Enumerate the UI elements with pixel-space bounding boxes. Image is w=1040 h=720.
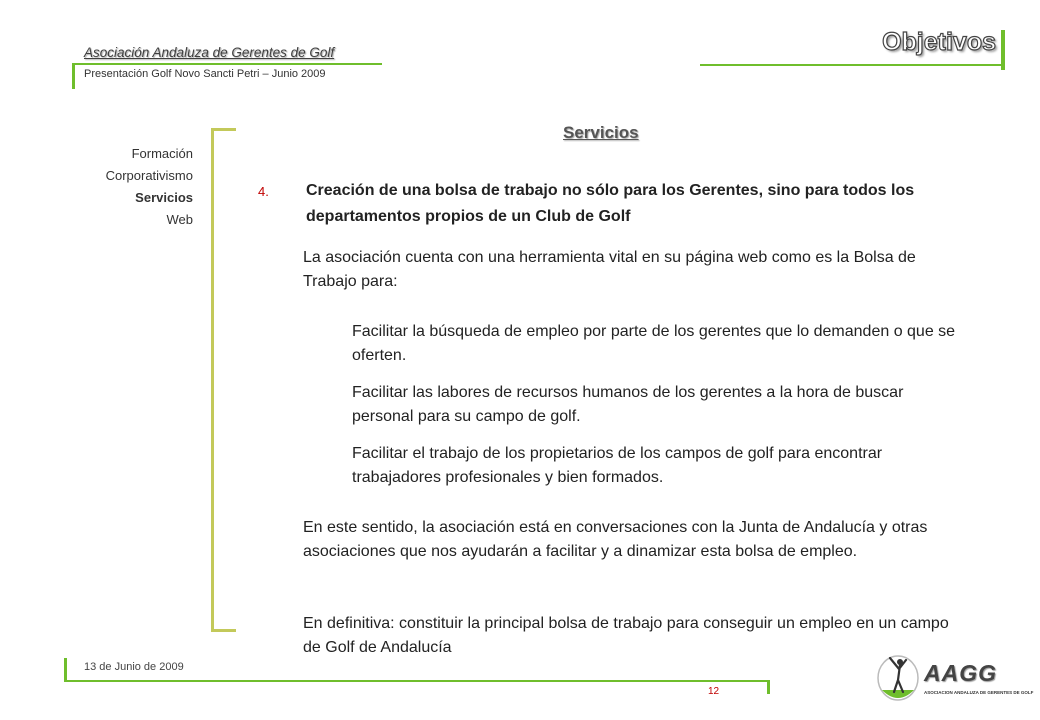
bullet-item: Facilitar el trabajo de los propietarios de los campos de golf para encontrar trabajadores profesionales y bien formados. — [352, 445, 883, 486]
title-divider-horizontal — [700, 64, 1005, 66]
bracket-top — [211, 128, 236, 131]
header-divider-vertical — [72, 63, 75, 89]
side-navigation — [106, 143, 193, 231]
nav-item-web[interactable]: Web — [166, 212, 193, 227]
bracket-vertical — [211, 128, 214, 632]
page-number: 12 — [708, 686, 720, 697]
logo-subtext: ASOCIACION ANDALUZA DE GERENTES DE GOLF — [924, 690, 1034, 695]
nav-item-servicios[interactable]: Servicios — [135, 190, 193, 205]
logo-text: AAGG — [924, 660, 997, 686]
conclusion-paragraph: En definitiva: constituir la principal bolsa de trabajo para conseguir un empleo en un campo de Golf de Andalucía — [303, 615, 949, 656]
intro-paragraph: La asociación cuenta con una herramienta vital en su página web como es la Bolsa de Trabajo para: — [303, 249, 916, 290]
bullet-item: Facilitar la búsqueda de empleo por parte de los gerentes que lo demanden o que se oferten. — [352, 323, 956, 364]
nav-item-corporativismo[interactable]: Corporativismo — [105, 168, 193, 183]
item-number: 4. — [258, 184, 269, 199]
presentation-subtitle: Presentación Golf Novo Sancti Petri – Junio 2009 — [84, 68, 326, 80]
conversations-paragraph: En este sentido, la asociación está en conversaciones con la Junta de Andalucía y otras asociaciones que nos ayudarán a facilitar y a dinamizar esta bolsa de empleo. — [303, 519, 928, 560]
footer-date: 13 de Junio de 2009 — [84, 661, 184, 673]
objective-heading: Creación de una bolsa de trabajo no sólo para los Gerentes, sino para todos los departamentos propios de un Club de Golf — [306, 182, 915, 225]
aagg-logo — [872, 648, 1034, 708]
bracket-bottom — [211, 629, 236, 632]
nav-item-formacion[interactable]: Formación — [131, 146, 193, 161]
footer-divider-vertical — [64, 658, 67, 682]
section-title: Servicios — [563, 123, 639, 142]
bullet-item: Facilitar las labores de recursos humanos de los gerentes a la hora de buscar personal para su campo de golf. — [352, 384, 904, 425]
footer-divider-end — [767, 680, 770, 694]
organization-name: Asociación Andaluza de Gerentes de Golf — [84, 45, 335, 60]
footer-divider-horizontal — [64, 680, 770, 682]
page-title: Objetivos — [882, 28, 996, 56]
header-divider-horizontal — [72, 63, 382, 65]
